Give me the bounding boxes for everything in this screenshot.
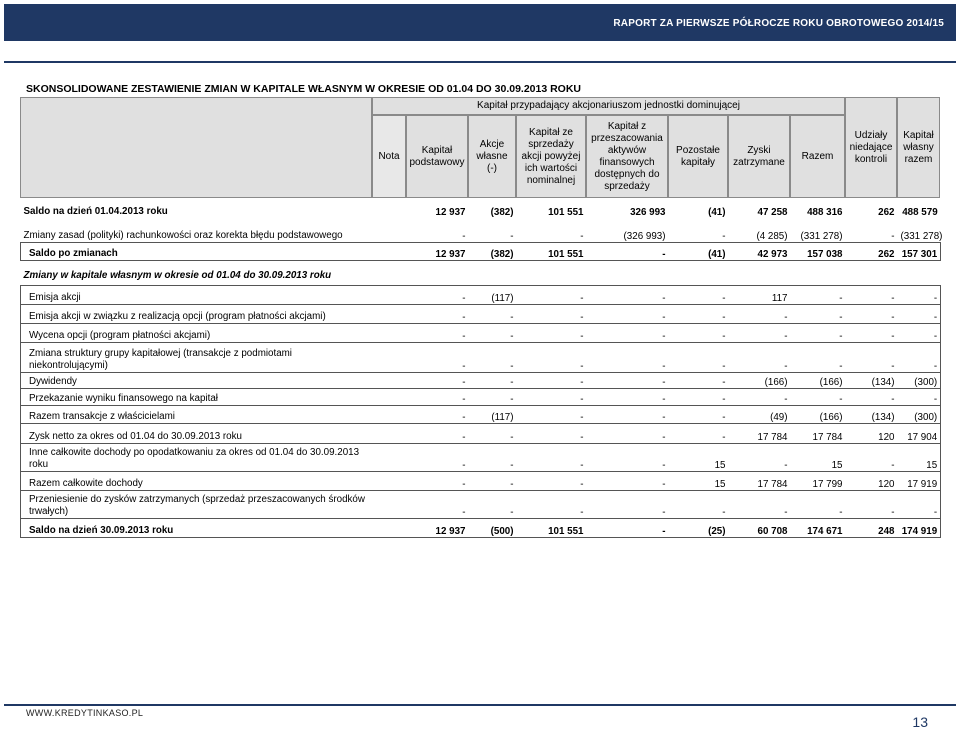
value-cell: (166): [729, 372, 791, 388]
nota-cell: [373, 471, 407, 490]
column-header-kapital-ze-sprzedazy: Kapitał ze sprzedaży akcji powyżej ich wartości nominalnej: [516, 115, 586, 198]
value-cell: -: [469, 490, 517, 518]
value-cell: -: [517, 372, 587, 388]
value-cell: (300): [898, 372, 941, 388]
table-row: [21, 405, 941, 423]
value-cell: 12 937: [407, 242, 469, 260]
value-cell: -: [407, 285, 469, 304]
row-label: Przekazanie wyniku finansowego na kapitał: [21, 388, 373, 405]
table-row: [21, 471, 941, 490]
value-cell: -: [669, 423, 729, 443]
value-cell: (166): [791, 405, 846, 423]
nota-cell: [373, 264, 407, 282]
value-cell: -: [898, 342, 941, 372]
nota-cell: [373, 443, 407, 471]
row-label: Emisja akcji w związku z realizacją opcji (program płatności akcjami): [21, 304, 373, 323]
row-label: Wycena opcji (program płatności akcjami): [21, 323, 373, 342]
value-cell: 101 551: [517, 242, 587, 260]
value-cell: -: [469, 342, 517, 372]
row-label: Saldo po zmianach: [21, 242, 373, 260]
value-cell: -: [469, 423, 517, 443]
nota-cell: [373, 206, 407, 218]
row-label: Dywidendy: [21, 372, 373, 388]
value-cell: -: [729, 342, 791, 372]
equity-changes-table: [20, 202, 941, 538]
value-cell: -: [517, 405, 587, 423]
value-cell: -: [469, 471, 517, 490]
value-cell: -: [669, 342, 729, 372]
row-label: Razem całkowite dochody: [21, 471, 373, 490]
value-cell: -: [587, 490, 669, 518]
value-cell: -: [469, 388, 517, 405]
report-header: RAPORT ZA PIERWSZE PÓŁROCZE ROKU OBROTOWEGO 2014/15: [613, 18, 944, 29]
value-cell: (41): [708, 207, 726, 218]
value-cell: -: [846, 285, 898, 304]
value-cell: (41): [669, 242, 729, 260]
nota-cell: [373, 388, 407, 405]
footer-url: WWW.KREDYTINKASO.PL: [26, 708, 144, 718]
value-cell: -: [587, 372, 669, 388]
table-row: [21, 218, 941, 242]
report-banner-bar: [4, 4, 956, 41]
value-cell: 42 973: [729, 242, 791, 260]
value-cell: -: [791, 490, 846, 518]
value-cell: 101 551: [548, 207, 584, 218]
value-cell: 17 904: [898, 423, 941, 443]
value-cell: [517, 264, 587, 282]
value-cell: -: [517, 285, 587, 304]
value-cell: -: [669, 304, 729, 323]
nota-cell: [373, 242, 407, 260]
column-header-nota: Nota: [372, 115, 406, 198]
value-cell: 12 937: [435, 207, 466, 218]
value-cell: -: [669, 323, 729, 342]
column-header-akcje-wlasne: Akcje własne (-): [468, 115, 516, 198]
value-cell: 262: [846, 242, 898, 260]
value-cell: [898, 264, 941, 282]
value-cell: -: [517, 423, 587, 443]
value-cell: (331 278): [800, 230, 843, 242]
footer-divider: [4, 704, 956, 706]
value-cell: -: [517, 443, 587, 471]
value-cell: -: [407, 423, 469, 443]
value-cell: -: [846, 304, 898, 323]
row-label: Razem transakcje z właścicielami: [21, 405, 373, 423]
value-cell: -: [580, 230, 584, 242]
value-cell: 60 708: [729, 518, 791, 537]
value-cell: [469, 264, 517, 282]
value-cell: -: [469, 304, 517, 323]
value-cell: -: [407, 490, 469, 518]
row-label: Zysk netto za okres od 01.04 do 30.09.2013 roku: [21, 423, 373, 443]
value-cell: -: [587, 423, 669, 443]
value-cell: 17 784: [791, 423, 846, 443]
value-cell: -: [846, 342, 898, 372]
report-banner: [0, 0, 960, 44]
value-cell: -: [407, 304, 469, 323]
header-empty-cell: [20, 97, 372, 198]
nota-cell: [373, 405, 407, 423]
value-cell: 15: [669, 443, 729, 471]
value-cell: -: [587, 323, 669, 342]
value-cell: -: [898, 285, 941, 304]
value-cell: 120: [846, 471, 898, 490]
value-cell: -: [517, 342, 587, 372]
value-cell: -: [407, 323, 469, 342]
value-cell: (331 278): [900, 230, 943, 242]
value-cell: 47 258: [757, 207, 788, 218]
value-cell: -: [517, 323, 587, 342]
value-cell: -: [791, 388, 846, 405]
value-cell: [407, 264, 469, 282]
value-cell: -: [587, 471, 669, 490]
value-cell: -: [587, 342, 669, 372]
value-cell: -: [517, 471, 587, 490]
value-cell: -: [898, 388, 941, 405]
column-header-pozostale-kapitaly: Pozostałe kapitały: [668, 115, 728, 198]
column-header-zyski-zatrzymane: Zyski zatrzymane: [728, 115, 790, 198]
table-row: [21, 242, 941, 260]
value-cell: -: [791, 285, 846, 304]
value-cell: 17 799: [791, 471, 846, 490]
value-cell: 262: [878, 207, 895, 218]
page-title: SKONSOLIDOWANE ZESTAWIENIE ZMIAN W KAPITALE WŁASNYM W OKRESIE OD 01.04 DO 30.09.2013 ROKU: [26, 83, 582, 95]
value-cell: 101 551: [517, 518, 587, 537]
row-label: Saldo na dzień 01.04.2013 roku: [23, 206, 168, 217]
row-label: Zmiana struktury grupy kapitałowej (transakcje z podmiotami niekontrolującymi): [21, 342, 373, 372]
value-cell: 117: [729, 285, 791, 304]
row-label: Zmiany zasad (polityki) rachunkowości oraz korekta błędu podstawowego: [23, 229, 343, 241]
nota-cell: [373, 372, 407, 388]
value-cell: -: [791, 342, 846, 372]
value-cell: -: [587, 304, 669, 323]
header-divider: [4, 61, 956, 63]
value-cell: 17 784: [729, 423, 791, 443]
nota-cell: [373, 218, 407, 242]
value-cell: -: [469, 443, 517, 471]
value-cell: -: [669, 405, 729, 423]
value-cell: -: [517, 490, 587, 518]
value-cell: (4 285): [756, 230, 788, 242]
value-cell: -: [469, 372, 517, 388]
row-label: Inne całkowite dochody po opodatkowaniu za okres od 01.04 do 30.09.2013 roku: [21, 443, 373, 471]
value-cell: -: [722, 230, 726, 242]
value-cell: -: [729, 304, 791, 323]
value-cell: -: [898, 490, 941, 518]
value-cell: -: [510, 230, 514, 242]
value-cell: -: [407, 342, 469, 372]
column-header-kapital-z-przeszacowania: Kapitał z przeszacowania aktywów finansowych dostępnych do sprzedaży: [586, 115, 668, 198]
value-cell: -: [891, 230, 895, 242]
value-cell: -: [729, 490, 791, 518]
table-row: [21, 323, 941, 342]
value-cell: [587, 264, 669, 282]
value-cell: [729, 264, 791, 282]
value-cell: -: [407, 405, 469, 423]
value-cell: 157 038: [791, 242, 846, 260]
table-row: [21, 372, 941, 388]
value-cell: (382): [490, 207, 514, 218]
value-cell: (117): [469, 405, 517, 423]
table-row: [21, 388, 941, 405]
value-cell: 15: [898, 443, 941, 471]
page-number: 13: [912, 714, 928, 730]
value-cell: -: [469, 323, 517, 342]
value-cell: -: [587, 518, 669, 537]
table-row: [21, 206, 941, 218]
value-cell: -: [729, 443, 791, 471]
table-row: [21, 518, 941, 537]
nota-cell: [373, 423, 407, 443]
value-cell: (500): [469, 518, 517, 537]
value-cell: -: [846, 323, 898, 342]
value-cell: (134): [846, 405, 898, 423]
value-cell: (117): [469, 285, 517, 304]
table-row: [21, 423, 941, 443]
value-cell: (326 993): [623, 230, 666, 242]
value-cell: 15: [669, 471, 729, 490]
value-cell: 17 784: [729, 471, 791, 490]
value-cell: -: [587, 388, 669, 405]
nota-cell: [373, 518, 407, 537]
value-cell: [846, 264, 898, 282]
table-row: [21, 285, 941, 304]
value-cell: -: [898, 304, 941, 323]
value-cell: -: [407, 372, 469, 388]
column-header-kapital-podstawowy: Kapitał podstawowy: [406, 115, 468, 198]
group-header: Kapitał przypadający akcjonariuszom jednostki dominującej: [372, 97, 845, 115]
table-row: [21, 342, 941, 372]
value-cell: -: [846, 388, 898, 405]
value-cell: -: [791, 304, 846, 323]
value-cell: -: [407, 443, 469, 471]
value-cell: -: [729, 323, 791, 342]
column-header-udzialy-niedajace-kontroli: Udziały niedające kontroli: [845, 97, 897, 198]
nota-cell: [373, 342, 407, 372]
value-cell: 174 671: [791, 518, 846, 537]
value-cell: 326 993: [630, 207, 666, 218]
value-cell: (166): [791, 372, 846, 388]
value-cell: (25): [669, 518, 729, 537]
value-cell: -: [517, 388, 587, 405]
table-row: [21, 443, 941, 471]
value-cell: -: [669, 388, 729, 405]
value-cell: -: [407, 388, 469, 405]
value-cell: 120: [846, 423, 898, 443]
value-cell: 17 919: [898, 471, 941, 490]
column-header-kapital-wlasny-razem: Kapitał własny razem: [897, 97, 940, 198]
value-cell: -: [517, 304, 587, 323]
value-cell: -: [587, 405, 669, 423]
value-cell: -: [669, 372, 729, 388]
nota-cell: [373, 304, 407, 323]
value-cell: -: [846, 443, 898, 471]
value-cell: (134): [846, 372, 898, 388]
value-cell: (300): [898, 405, 941, 423]
row-label: Saldo na dzień 30.09.2013 roku: [21, 518, 373, 537]
value-cell: 174 919: [898, 518, 941, 537]
value-cell: -: [846, 490, 898, 518]
value-cell: (382): [469, 242, 517, 260]
value-cell: 157 301: [898, 242, 941, 260]
value-cell: -: [407, 471, 469, 490]
row-label: Zmiany w kapitale własnym w okresie od 01.04 do 30.09.2013 roku: [23, 269, 332, 281]
value-cell: [669, 264, 729, 282]
table-row: [21, 490, 941, 518]
nota-cell: [373, 490, 407, 518]
value-cell: 15: [791, 443, 846, 471]
value-cell: -: [791, 323, 846, 342]
value-cell: -: [898, 323, 941, 342]
value-cell: -: [587, 242, 669, 260]
value-cell: -: [587, 285, 669, 304]
value-cell: [791, 264, 846, 282]
value-cell: (49): [729, 405, 791, 423]
row-label: Emisja akcji: [21, 285, 373, 304]
value-cell: -: [669, 285, 729, 304]
value-cell: -: [462, 230, 466, 242]
table-row: [21, 304, 941, 323]
row-label: Przeniesienie do zysków zatrzymanych (sprzedaż przeszacowanych środków trwałych): [21, 490, 373, 518]
value-cell: 488 316: [807, 207, 843, 218]
table-row: [21, 264, 941, 282]
value-cell: -: [587, 443, 669, 471]
value-cell: 12 937: [407, 518, 469, 537]
value-cell: -: [669, 490, 729, 518]
value-cell: 248: [846, 518, 898, 537]
value-cell: -: [729, 388, 791, 405]
nota-cell: [373, 285, 407, 304]
nota-cell: [373, 323, 407, 342]
value-cell: 488 579: [902, 207, 938, 218]
column-header-razem: Razem: [790, 115, 845, 198]
